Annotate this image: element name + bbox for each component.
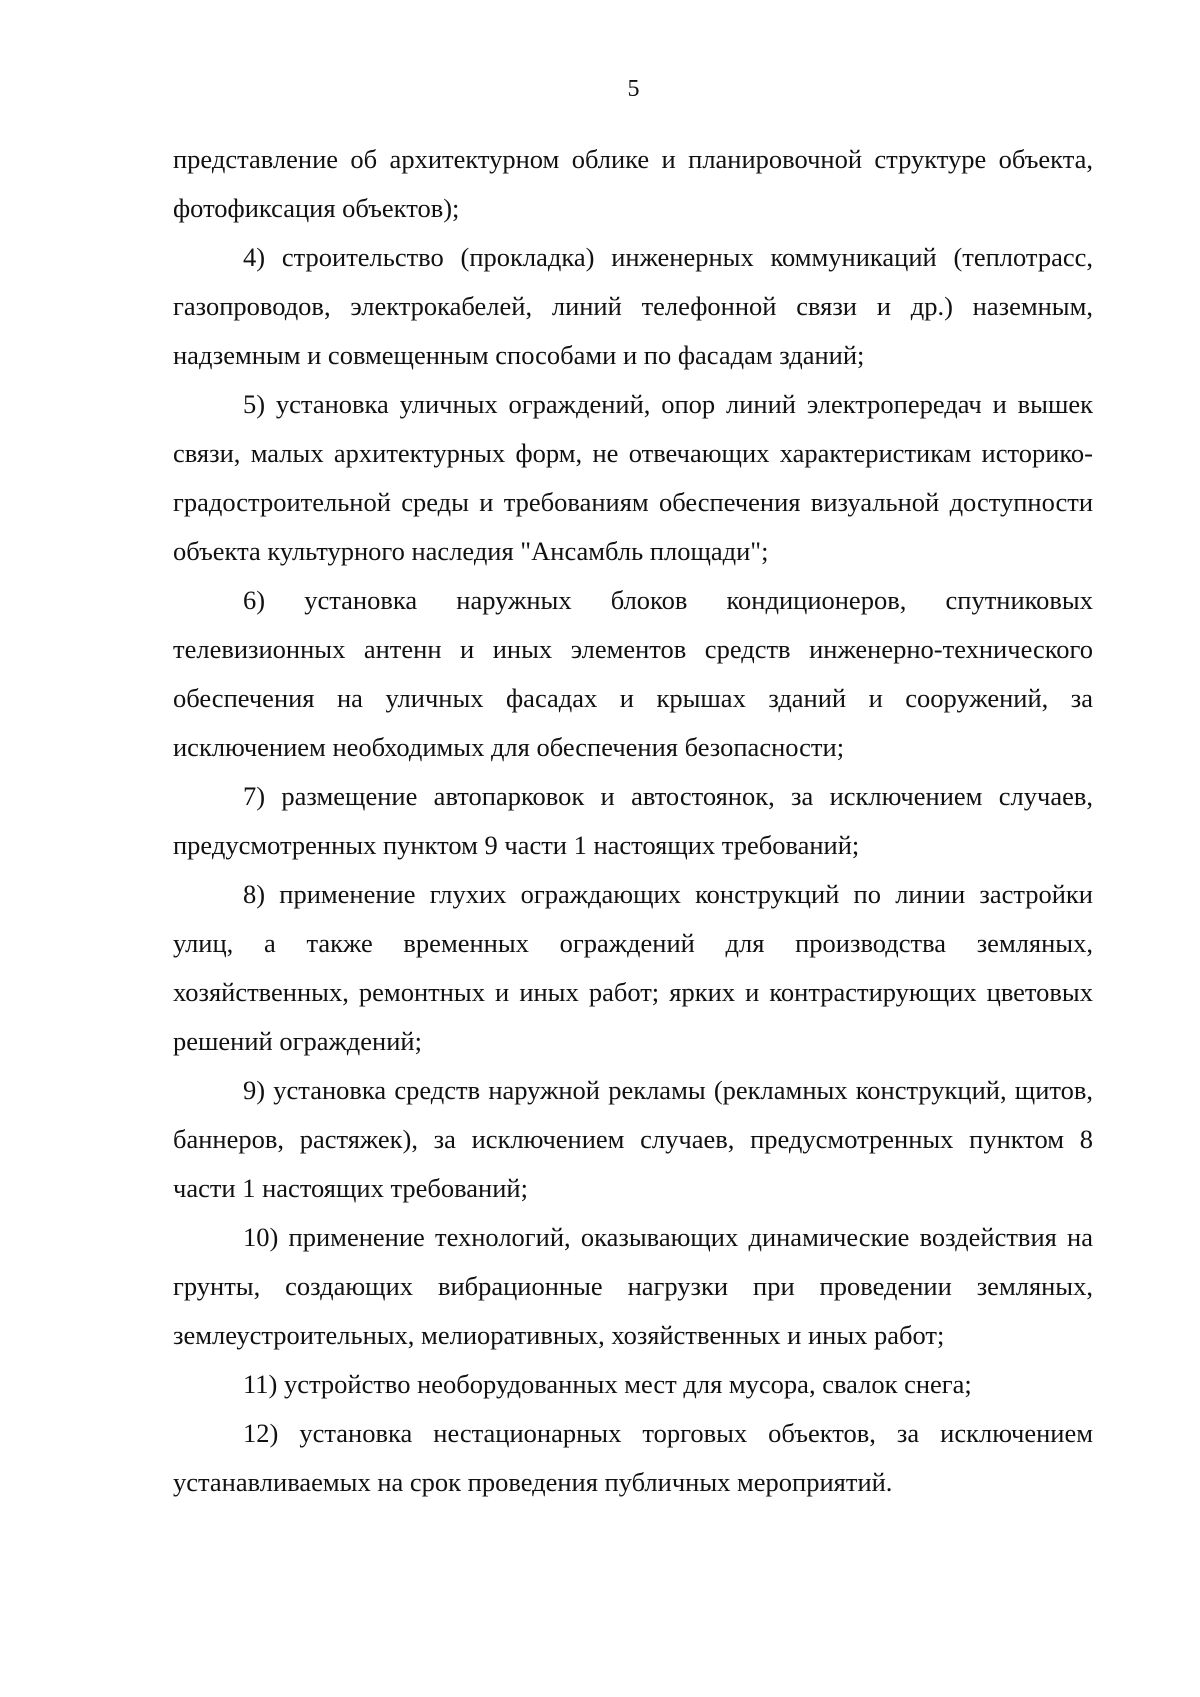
paragraph-item-12: 12) установка нестационарных торговых объектов, за исключением устанавливаемых на срок проведения публичных мероприятий. xyxy=(173,1418,1093,1497)
paragraph-item-5: 5) установка уличных ограждений, опор линий электропередач и вышек связи, малых архитектурных форм, не отвечающих характеристикам историко-градостроительной среды и требованиям обеспечения визуальной доступности объекта культурного наследия "Ансамбль площади"; xyxy=(173,389,1093,566)
paragraph-item-9: 9) установка средств наружной рекламы (рекламных конструкций, щитов, баннеров, растяжек), за исключением случаев, предусмотренных пунктом 8 части 1 настоящих требований; xyxy=(173,1075,1093,1203)
document-body xyxy=(173,135,1093,1507)
paragraph-item-11: 11) устройство необорудованных мест для мусора, свалок снега; xyxy=(243,1369,972,1399)
paragraph-item-6: 6) установка наружных блоков кондиционеров, спутниковых телевизионных антенн и иных элементов средств инженерно-технического обеспечения на уличных фасадах и крышах зданий и сооружений, за исключением необходимых для обеспечения безопасности; xyxy=(173,585,1093,762)
paragraph-continuation: представление об архитектурном облике и планировочной структуре объекта, фотофиксация объектов); xyxy=(173,144,1093,223)
page-number: 5 xyxy=(627,76,640,102)
paragraph-item-7: 7) размещение автопарковок и автостоянок, за исключением случаев, предусмотренных пунктом 9 части 1 настоящих требований; xyxy=(173,781,1093,860)
paragraph-item-10: 10) применение технологий, оказывающих динамические воздействия на грунты, создающих вибрационные нагрузки при проведении земляных, землеустроительных, мелиоративных, хозяйственных и иных работ; xyxy=(173,1222,1093,1350)
paragraph-item-8: 8) применение глухих ограждающих конструкций по линии застройки улиц, а также временных ограждений для производства земляных, хозяйственных, ремонтных и иных работ; ярких и контрастирующих цветовых решений ограждений; xyxy=(173,879,1093,1056)
paragraph-item-4: 4) строительство (прокладка) инженерных коммуникаций (теплотрасс, газопроводов, электрокабелей, линий телефонной связи и др.) наземным, надземным и совмещенным способами и по фасадам зданий; xyxy=(173,242,1093,370)
